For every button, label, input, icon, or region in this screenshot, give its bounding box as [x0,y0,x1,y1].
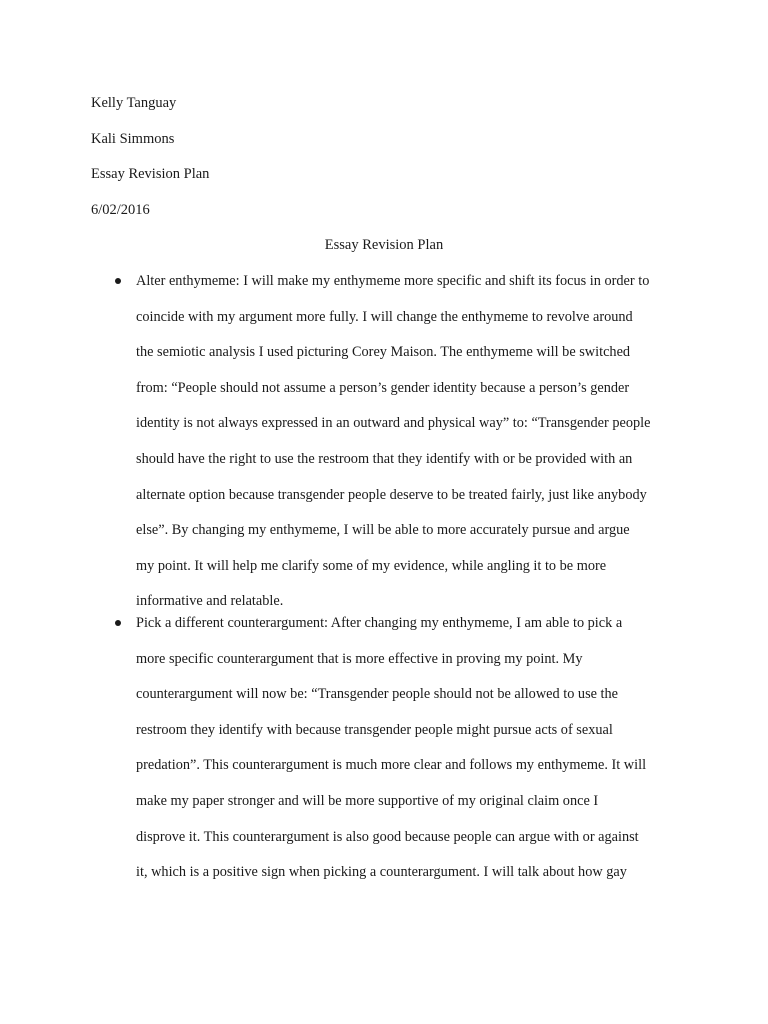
course-name: Essay Revision Plan [91,166,210,182]
bullet-dot-icon [115,278,121,284]
bullet-text-line: disprove it. This counterargument is also good because people can argue with or against [136,828,639,845]
document-date: 6/02/2016 [91,202,150,218]
bullet-text-line: my point. It will help me clarify some of my evidence, while angling it to be more [136,557,607,574]
bullet-text-line: from: “People should not assume a person’s gender identity because a person’s gender [136,379,630,396]
author-name: Kelly Tanguay [91,95,177,111]
bullet-text-line: counterargument will now be: “Transgender people should not be allowed to use the [136,686,619,703]
bullet-text-line: identity is not always expressed in an outward and physical way” to: “Transgender people [136,415,651,432]
bullet-text-line: alternate option because transgender people deserve to be treated fairly, just like anybody [136,486,647,503]
bullet-text-line: Pick a different counterargument: After changing my enthymeme, I am able to pick a [136,615,623,631]
bullet-text-line: Alter enthymeme: I will make my enthymeme more specific and shift its focus in order to [136,273,650,289]
instructor-name: Kali Simmons [91,131,175,147]
bullet-text-line: the semiotic analysis I used picturing Corey Maison. The enthymeme will be switched [136,344,631,361]
bullet-text-line: informative and relatable. [136,593,284,610]
bullet-text-line: coincide with my argument more fully. I will change the enthymeme to revolve around [136,308,633,325]
bullet-text-line: it, which is a positive sign when picking a counterargument. I will talk about how gay [136,864,627,881]
bullet-text-line: should have the right to use the restroom that they identify with or be provided with an [136,451,633,467]
bullet-text-line: make my paper stronger and will be more supportive of my original claim once I [136,793,599,809]
bullet-dot-icon [115,620,121,626]
bullet-text-line: else”. By changing my enthymeme, I will be able to more accurately pursue and argue [136,522,630,539]
document-title: Essay Revision Plan [324,237,444,253]
bullet-text-line: predation”. This counterargument is much more clear and follows my enthymeme. It will [136,757,647,774]
bullet-text-line: restroom they identify with because transgender people might pursue acts of sexual [136,721,613,738]
bullet-text-line: more specific counterargument that is more effective in proving my point. My [136,650,583,667]
